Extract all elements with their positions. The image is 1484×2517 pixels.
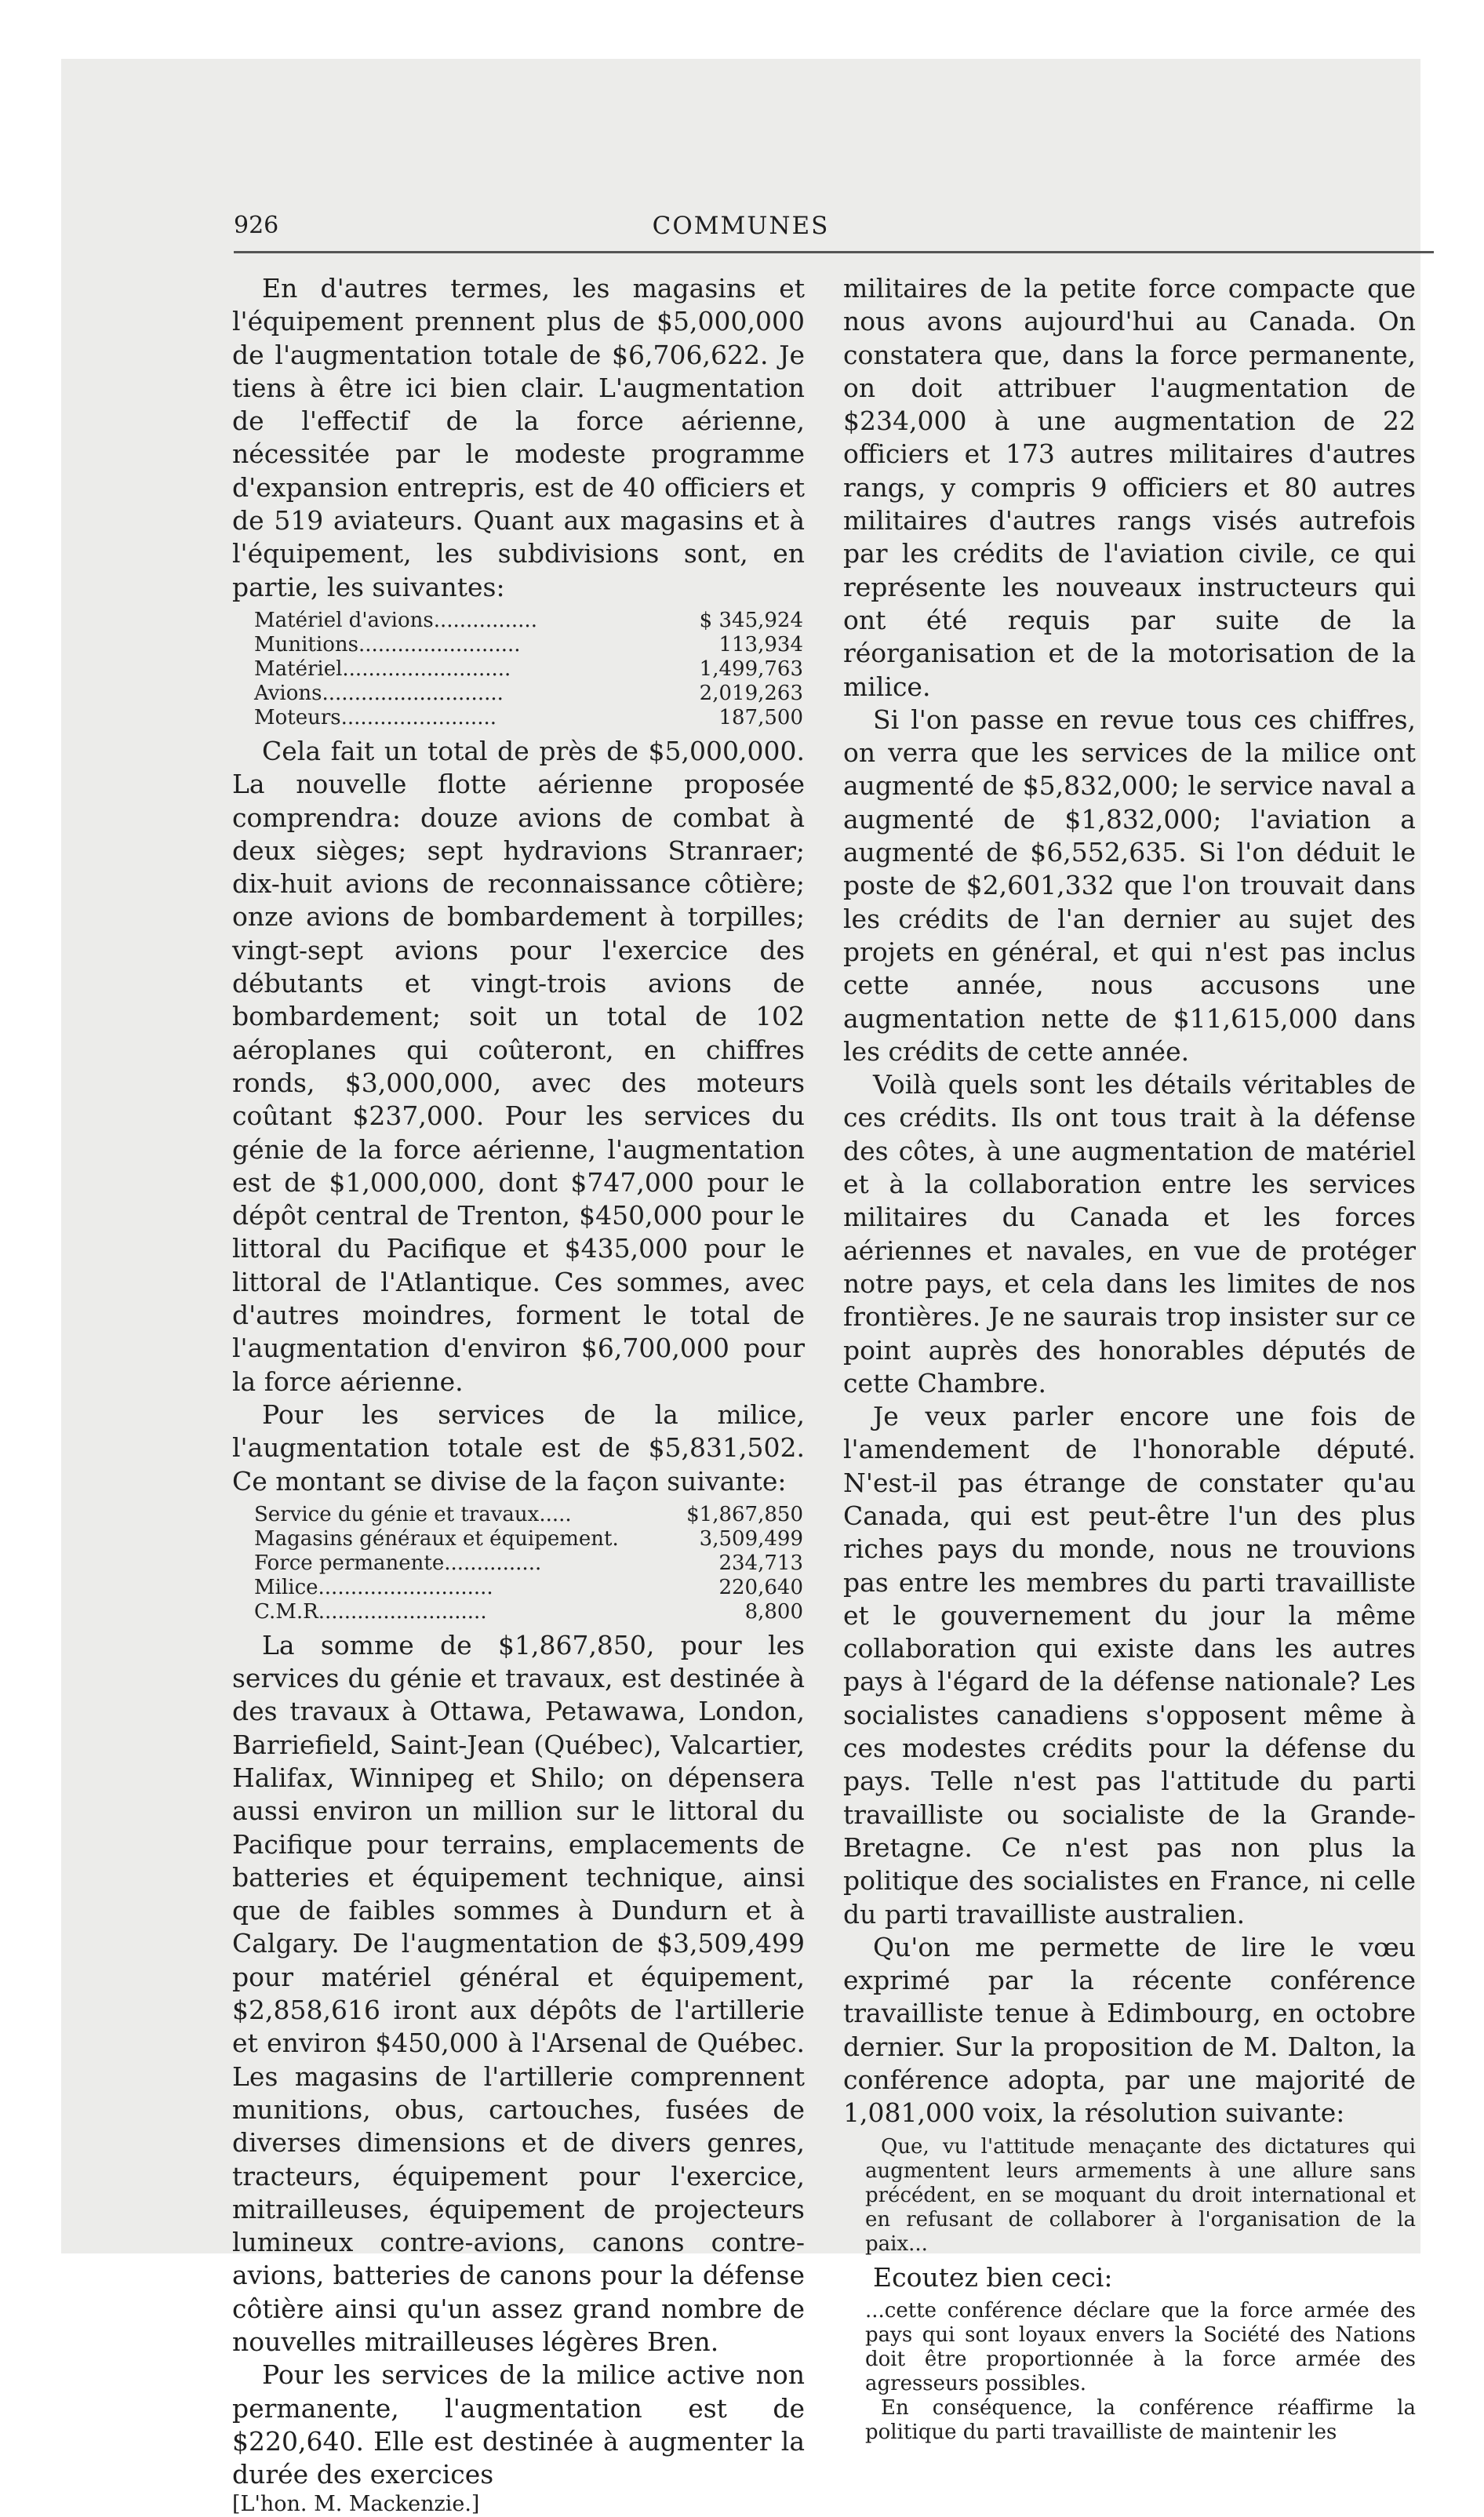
- table-row: [254, 1600, 803, 1624]
- paragraph: Voilà quels sont les détails véritables de ces crédits. Ils ont tous trait à la défense des côtes, à une augmentation de matériel et à la collaboration entre les services militaires du Canada et les forces aériennes et navales, en vue de protéger notre pays, et cela dans les limites de nos frontières. Je ne saurais trop insister sur ce point auprès des honorables députés de cette Chambre.: [843, 1069, 1416, 1399]
- paragraph: Pour les services de la milice active non permanente, l'augmentation est de $220,640. Elle est destinée à augmenter la durée des exercices: [232, 2359, 805, 2490]
- running-head: COMMUNES: [652, 212, 830, 240]
- row-amount: 2,019,263: [699, 681, 803, 705]
- row-amount: 234,713: [718, 1551, 803, 1575]
- page-sheet: [61, 59, 1420, 2516]
- row-amount: $1,867,850: [686, 1502, 803, 1526]
- row-label: Matériel d'avions................: [254, 608, 537, 632]
- row-amount: 8,800: [744, 1599, 803, 1624]
- table-row: [254, 633, 803, 657]
- table-row: [254, 1503, 803, 1527]
- left-column: [232, 272, 805, 2517]
- paragraph: En d'autres termes, les magasins et l'équipement prennent plus de $5,000,000 de l'augmentation totale de $6,706,622. Je tiens à être ici bien clair. L'augmentation de l'effectif de la force aérienne, nécessitée par le modeste programme d'expansion entrepris, est de 40 officiers et de 519 aviateurs. Quant aux magasins et à l'équipement, les subdivisions sont, en partie, les suivantes:: [232, 273, 805, 602]
- paragraph: Ecoutez bien ceci:: [873, 2261, 1113, 2293]
- row-label: Munitions.........................: [254, 632, 521, 657]
- table-row: [254, 657, 803, 682]
- row-label: Magasins généraux et équipement.: [254, 1526, 619, 1551]
- row-amount: 220,640: [718, 1575, 803, 1599]
- speaker-attribution: [L'hon. M. Mackenzie.]: [232, 2491, 480, 2516]
- row-label: Moteurs........................: [254, 705, 496, 729]
- row-label: Service du génie et travaux.....: [254, 1502, 572, 1526]
- block-quote: [865, 2135, 1416, 2257]
- row-label: Force permanente...............: [254, 1551, 542, 1575]
- row-label: Avions............................: [254, 681, 504, 705]
- paragraph: Si l'on passe en revue tous ces chiffres, on verra que les services de la milice ont augmenté de $5,832,000; le service naval a augmenté de $1,832,000; l'aviation a augmenté de $6,552,635. Si l'on déduit le poste de $2,601,332 que l'on trouvait dans les crédits de l'an dernier au sujet des projets en général, et qui n'est pas inclus cette année, nous accusons une augmentation nette de $11,615,000 dans les crédits de cette année.: [843, 704, 1416, 1067]
- paragraph: Pour les services de la milice, l'augmentation totale est de $5,831,502. Ce montant se divise de la façon suivante:: [232, 1399, 805, 1497]
- militia-table: [254, 1503, 803, 1624]
- quote-text: ...cette conférence déclare que la force armée des pays qui sont loyaux envers la Société des Nations doit être proportionnée à la force armée des agresseurs possibles.: [865, 2298, 1416, 2395]
- table-row: [254, 1576, 803, 1600]
- paragraph: Qu'on me permette de lire le vœu exprimé par la récente conférence travailliste tenue à Edimbourg, en octobre dernier. Sur la proposition de M. Dalton, la conférence adopta, par une majorité de 1,081,000 voix, la résolution suivante:: [843, 1931, 1416, 2129]
- row-amount: 187,500: [718, 705, 803, 729]
- quote-text: En conséquence, la conférence réaffirme la politique du parti travailliste de maintenir les: [865, 2395, 1416, 2444]
- table-row: [254, 1551, 803, 1576]
- header-rule: [234, 251, 1434, 253]
- row-label: Matériel..........................: [254, 657, 511, 681]
- row-amount: 113,934: [718, 632, 803, 657]
- table-row: [254, 706, 803, 730]
- table-row: [254, 609, 803, 633]
- paragraph: Cela fait un total de près de $5,000,000. La nouvelle flotte aérienne proposée comprendra: douze avions de combat à deux sièges; sept hydravions Stranraer; dix-huit avions de reconnaissance côtière; onze avions de bombardement à torpilles; vingt-sept avions pour l'exercice des débutants et vingt-trois avions de bombardement; soit un total de 102 aéroplanes qui coûteront, en chiffres ronds, $3,000,000, avec des moteurs coûtant $237,000. Pour les services du génie de la force aérienne, l'augmentation est de $1,000,000, dont $747,000 pour le dépôt central de Trenton, $450,000 pour le littoral du Pacifique et $435,000 pour le littoral de l'Atlantique. Ces sommes, avec d'autres moindres, forment le total de l'augmentation d'environ $6,700,000 pour la force aérienne.: [232, 735, 805, 1397]
- table-row: [254, 682, 803, 706]
- row-label: Milice...........................: [254, 1575, 493, 1599]
- block-quote: [865, 2299, 1416, 2445]
- row-amount: $ 345,924: [699, 608, 803, 632]
- air-force-stores-table: [254, 609, 803, 730]
- paragraph: La somme de $1,867,850, pour les services du génie et travaux, est destinée à des travaux à Ottawa, Petawawa, London, Barriefield, Saint-Jean (Québec), Valcartier, Halifax, Winnipeg et Shilo; on dépensera aussi environ un million sur le littoral du Pacifique pour terrains, emplacements de batteries et équipement technique, ainsi que de faibles sommes à Dundurn et à Calgary. De l'augmentation de $3,509,499 pour matériel général et équipement, $2,858,616 iront aux dépôts de l'artillerie et environ $450,000 à l'Arsenal de Québec. Les magasins de l'artillerie comprennent munitions, obus, cartouches, fusées de diverses dimensions et de divers genres, tracteurs, équipement pour l'exercice, mitrailleuses, équipement de projecteurs lumineux contre-avions, canons contre-avions, batteries de canons pour la défense côtière ainsi qu'un assez grand nombre de nouvelles mitrailleuses légères Bren.: [232, 1629, 805, 2358]
- paragraph: Je veux parler encore une fois de l'amendement de l'honorable député. N'est-il pas étrange de constater qu'au Canada, qui est peut-être l'un des plus riches pays du monde, nous ne trouvions pas entre les membres du parti travailliste et le gouvernement du jour la même collaboration qui existe dans les autres pays à l'égard de la défense nationale? Les socialistes canadiens s'opposent même à ces modestes crédits pour la défense du pays. Telle n'est pas l'attitude du parti travailliste ou socialiste de la Grande-Bretagne. Ce n'est pas non plus la politique des socialistes en France, ni celle du parti travailliste australien.: [843, 1401, 1416, 1930]
- row-amount: 3,509,499: [699, 1526, 803, 1551]
- right-column: [843, 272, 1416, 2450]
- quote-text: Que, vu l'attitude menaçante des dictatures qui augmentent leurs armements à une allure sans précédent, en se moquant du droit international et en refusant de collaborer à l'organisation de la paix...: [865, 2134, 1416, 2256]
- table-row: [254, 1527, 803, 1551]
- row-label: C.M.R..........................: [254, 1599, 487, 1624]
- page-number: 926: [234, 212, 279, 239]
- row-amount: 1,499,763: [699, 657, 803, 681]
- paragraph: militaires de la petite force compacte que nous avons aujourd'hui au Canada. On constatera que, dans la force permanente, on doit attribuer l'augmentation de $234,000 à une augmentation de 22 officiers et 173 autres militaires d'autres rangs, y compris 9 officiers et 80 autres militaires d'autres rangs visés autrefois par les crédits de l'aviation civile, ce qui représente les nouveaux instructeurs qui ont été requis par suite de la réorganisation et de la motorisation de la milice.: [843, 273, 1416, 702]
